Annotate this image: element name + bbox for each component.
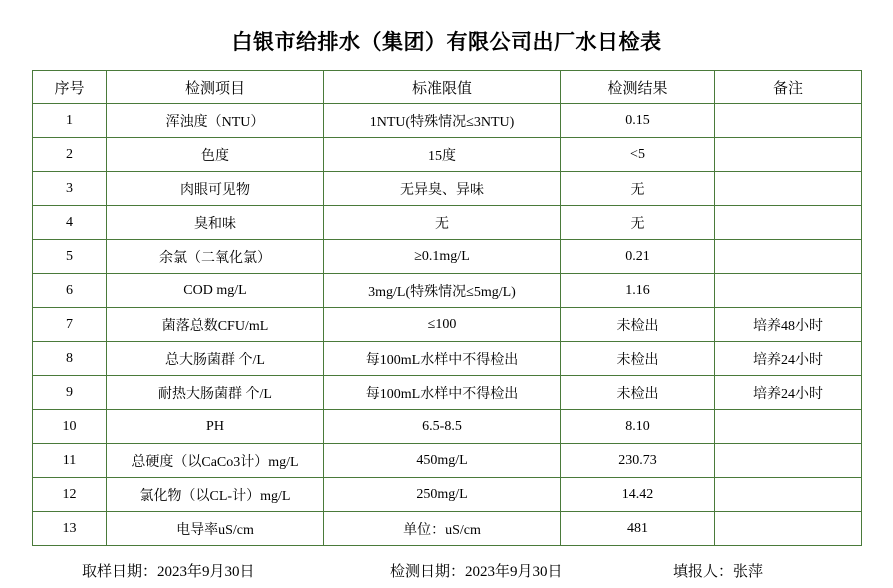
row-limit: ≥0.1mg/L <box>324 240 561 274</box>
table-row <box>33 376 862 410</box>
row-result: 481 <box>561 512 715 546</box>
row-item: COD mg/L <box>107 274 324 308</box>
row-remark <box>715 104 862 138</box>
column-header-result: 检测结果 <box>561 71 715 104</box>
row-item: 总硬度（以CaCo3计）mg/L <box>107 444 324 478</box>
row-result: <5 <box>561 138 715 172</box>
row-no: 3 <box>33 172 107 206</box>
row-no: 9 <box>33 376 107 410</box>
row-limit: 3mg/L(特殊情况≤5mg/L) <box>324 274 561 308</box>
row-limit: 无 <box>324 206 561 240</box>
column-header-remark: 备注 <box>715 71 862 104</box>
table-row <box>33 240 862 274</box>
row-no: 2 <box>33 138 107 172</box>
table-row <box>33 512 862 546</box>
row-no: 12 <box>33 478 107 512</box>
row-no: 8 <box>33 342 107 376</box>
row-limit: 6.5-8.5 <box>324 410 561 444</box>
row-no: 4 <box>33 206 107 240</box>
test-date: 检测日期：2023年9月30日 <box>390 564 563 580</box>
row-no: 1 <box>33 104 107 138</box>
row-limit: 单位：uS/cm <box>324 512 561 546</box>
row-remark: 培养24小时 <box>715 342 862 376</box>
row-item: 余氯（二氧化氯） <box>107 240 324 274</box>
row-result: 230.73 <box>561 444 715 478</box>
footer-row <box>0 546 893 581</box>
row-limit: 无异臭、异味 <box>324 172 561 206</box>
row-remark <box>715 138 862 172</box>
row-remark <box>715 512 862 546</box>
row-no: 13 <box>33 512 107 546</box>
table-row <box>33 172 862 206</box>
row-result: 未检出 <box>561 376 715 410</box>
row-remark: 培养24小时 <box>715 376 862 410</box>
row-remark <box>715 240 862 274</box>
row-item: 电导率uS/cm <box>107 512 324 546</box>
row-limit: 每100mL水样中不得检出 <box>324 342 561 376</box>
table-row <box>33 410 862 444</box>
filler-name: 填报人：张萍 <box>673 564 764 580</box>
water-quality-table <box>32 70 862 546</box>
row-no: 7 <box>33 308 107 342</box>
row-limit: ≤100 <box>324 308 561 342</box>
column-header-limit: 标准限值 <box>324 71 561 104</box>
row-limit: 1NTU(特殊情况≤3NTU) <box>324 104 561 138</box>
row-item: 耐热大肠菌群 个/L <box>107 376 324 410</box>
row-remark <box>715 444 862 478</box>
sample-date: 取样日期：2023年9月30日 <box>82 564 255 580</box>
row-no: 5 <box>33 240 107 274</box>
row-item: 肉眼可见物 <box>107 172 324 206</box>
table-row <box>33 444 862 478</box>
row-result: 0.15 <box>561 104 715 138</box>
row-item: 色度 <box>107 138 324 172</box>
row-item: PH <box>107 410 324 444</box>
table-row <box>33 342 862 376</box>
column-header-item: 检测项目 <box>107 71 324 104</box>
row-item: 总大肠菌群 个/L <box>107 342 324 376</box>
row-remark <box>715 478 862 512</box>
row-remark <box>715 206 862 240</box>
table-row <box>33 274 862 308</box>
row-item: 菌落总数CFU/mL <box>107 308 324 342</box>
row-result: 无 <box>561 206 715 240</box>
column-header-no: 序号 <box>33 71 107 104</box>
row-item: 臭和味 <box>107 206 324 240</box>
row-remark: 培养48小时 <box>715 308 862 342</box>
row-remark <box>715 274 862 308</box>
row-no: 11 <box>33 444 107 478</box>
table-row <box>33 478 862 512</box>
row-no: 6 <box>33 274 107 308</box>
row-item: 浑浊度（NTU） <box>107 104 324 138</box>
table-header-row <box>33 71 862 104</box>
table-row <box>33 104 862 138</box>
page-title: 白银市给排水（集团）有限公司出厂水日检表 <box>231 30 662 54</box>
row-limit: 15度 <box>324 138 561 172</box>
row-limit: 450mg/L <box>324 444 561 478</box>
row-result: 无 <box>561 172 715 206</box>
row-result: 0.21 <box>561 240 715 274</box>
row-result: 未检出 <box>561 308 715 342</box>
table-row <box>33 206 862 240</box>
row-result: 1.16 <box>561 274 715 308</box>
table-row <box>33 138 862 172</box>
row-result: 未检出 <box>561 342 715 376</box>
row-item: 氯化物（以CL-计）mg/L <box>107 478 324 512</box>
row-limit: 250mg/L <box>324 478 561 512</box>
row-no: 10 <box>33 410 107 444</box>
row-result: 8.10 <box>561 410 715 444</box>
row-remark <box>715 410 862 444</box>
report-table-container <box>0 70 893 546</box>
row-remark <box>715 172 862 206</box>
table-row <box>33 308 862 342</box>
row-result: 14.42 <box>561 478 715 512</box>
row-limit: 每100mL水样中不得检出 <box>324 376 561 410</box>
